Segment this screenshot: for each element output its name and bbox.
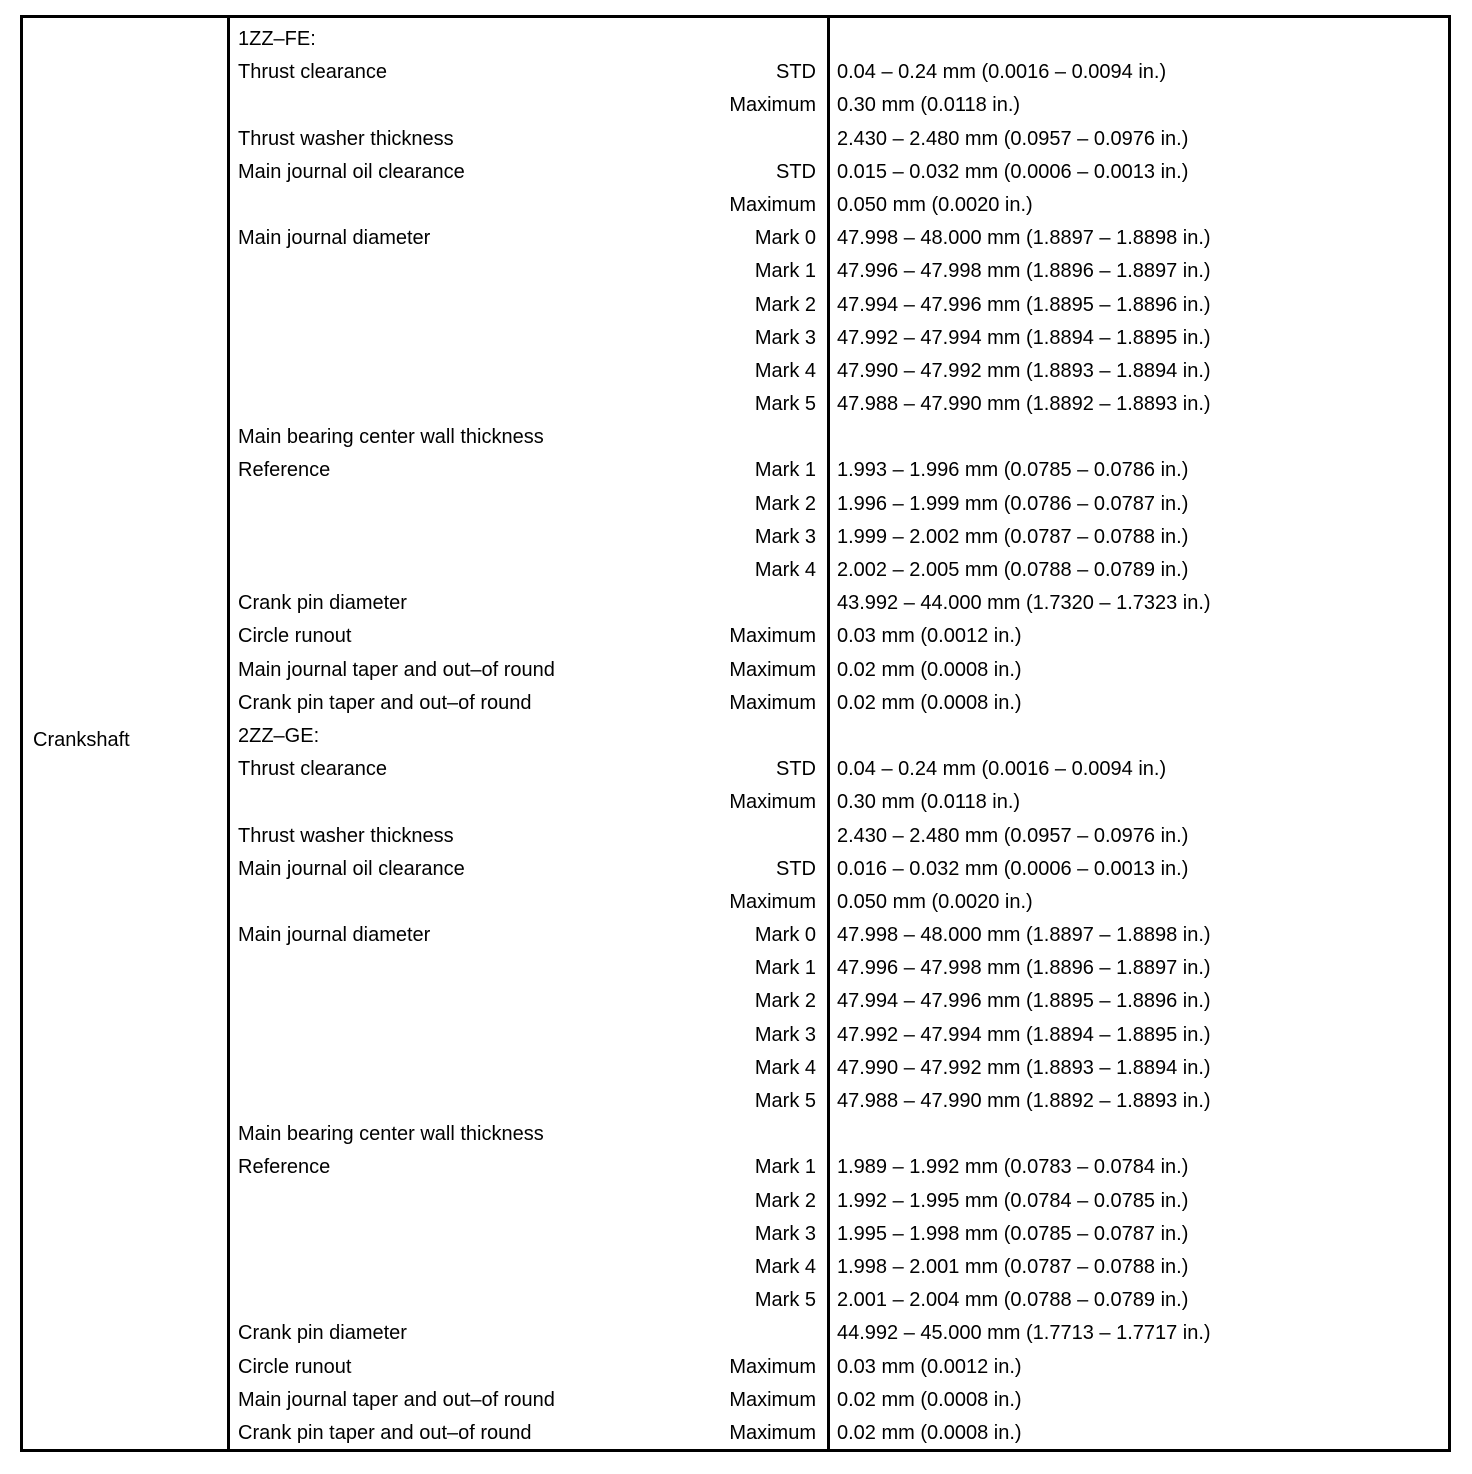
spec-row-item xyxy=(230,587,827,620)
spec-row-value xyxy=(830,322,1448,355)
spec-value: 47.988 – 47.990 mm (1.8892 – 1.8893 in.) xyxy=(837,393,1211,416)
spec-row-value xyxy=(830,123,1448,156)
spec-value: 47.994 – 47.996 mm (1.8895 – 1.8896 in.) xyxy=(837,293,1211,316)
spec-value: 2.430 – 2.480 mm (0.0957 – 0.0976 in.) xyxy=(837,127,1189,150)
spec-row-value xyxy=(830,56,1448,89)
condition-label: Mark 3 xyxy=(754,326,816,349)
spec-value: 47.998 – 48.000 mm (1.8897 – 1.8898 in.) xyxy=(837,227,1211,250)
condition-label: Mark 5 xyxy=(754,1090,816,1112)
spec-row-value xyxy=(830,1085,1448,1118)
condition-label: Mark 5 xyxy=(754,393,816,416)
condition-label: Mark 1 xyxy=(754,459,816,482)
item-label: Crank pin taper and out–of round xyxy=(238,1421,532,1444)
condition-label: STD xyxy=(776,61,816,84)
spec-row-item xyxy=(230,355,827,388)
spec-value: 47.996 – 47.998 mm (1.8896 – 1.8897 in.) xyxy=(837,957,1211,980)
item-label: Circle runout xyxy=(238,1355,352,1378)
spec-value: 1.995 – 1.998 mm (0.0785 – 0.0787 in.) xyxy=(837,1222,1189,1245)
spec-row-item xyxy=(230,189,827,222)
spec-row-item xyxy=(230,56,827,89)
spec-row-value xyxy=(830,1218,1448,1251)
condition-label: Maximum xyxy=(729,1388,816,1411)
item-label: Reference xyxy=(238,459,331,482)
spec-row-value xyxy=(830,753,1448,786)
spec-row-value xyxy=(830,1351,1448,1384)
spec-row-item xyxy=(230,1085,827,1118)
spec-row-value xyxy=(830,255,1448,288)
spec-row-value xyxy=(830,1185,1448,1218)
spec-value: 0.02 mm (0.0008 in.) xyxy=(837,658,1022,681)
spec-value: 47.988 – 47.990 mm (1.8892 – 1.8893 in.) xyxy=(837,1090,1211,1112)
condition-label: STD xyxy=(776,758,816,781)
component-column xyxy=(23,18,230,1449)
item-label: Crank pin diameter xyxy=(238,1322,407,1345)
spec-row-value xyxy=(830,156,1448,189)
condition-label: Mark 1 xyxy=(754,957,816,980)
spec-row-value xyxy=(830,853,1448,886)
spec-value: 0.02 mm (0.0008 in.) xyxy=(837,1421,1022,1444)
spec-row-item xyxy=(230,222,827,255)
condition-label: Mark 0 xyxy=(754,227,816,250)
spec-row-item xyxy=(230,1251,827,1284)
spec-row-item xyxy=(230,1417,827,1450)
spec-row-value xyxy=(830,1151,1448,1184)
spec-row-item xyxy=(230,23,827,56)
spec-value: 1.998 – 2.001 mm (0.0787 – 0.0788 in.) xyxy=(837,1255,1189,1278)
spec-row-item xyxy=(230,720,827,753)
spec-row-value xyxy=(830,1417,1448,1450)
spec-row-item xyxy=(230,687,827,720)
spec-row-value xyxy=(830,587,1448,620)
spec-value: 2.001 – 2.004 mm (0.0788 – 0.0789 in.) xyxy=(837,1289,1189,1312)
spec-row-value xyxy=(830,952,1448,985)
spec-value: 0.04 – 0.24 mm (0.0016 – 0.0094 in.) xyxy=(837,61,1167,84)
item-label: Main journal taper and out–of round xyxy=(238,658,555,681)
condition-label: Maximum xyxy=(729,193,816,216)
spec-row-value xyxy=(830,886,1448,919)
spec-row-value xyxy=(830,289,1448,322)
condition-label: Mark 5 xyxy=(754,1289,816,1312)
condition-label: Mark 4 xyxy=(754,559,816,581)
spec-value: 2.002 – 2.005 mm (0.0788 – 0.0789 in.) xyxy=(837,559,1189,581)
spec-row-item xyxy=(230,454,827,487)
condition-label: Maximum xyxy=(729,791,816,814)
spec-value: 47.992 – 47.994 mm (1.8894 – 1.8895 in.) xyxy=(837,326,1211,349)
value-column xyxy=(830,18,1448,1449)
condition-label: Mark 0 xyxy=(754,924,816,947)
spec-row-item xyxy=(230,156,827,189)
crankshaft-spec-table xyxy=(20,15,1451,1452)
condition-label: Mark 2 xyxy=(754,492,816,515)
condition-label: Mark 3 xyxy=(754,1222,816,1245)
spec-row-item xyxy=(230,620,827,653)
spec-value: 0.03 mm (0.0012 in.) xyxy=(837,625,1022,648)
spec-row-value xyxy=(830,388,1448,421)
spec-value: 2.430 – 2.480 mm (0.0957 – 0.0976 in.) xyxy=(837,824,1189,847)
spec-row-item xyxy=(230,89,827,122)
item-label: Main journal diameter xyxy=(238,924,431,947)
component-label: Crankshaft xyxy=(33,729,130,751)
spec-row-item xyxy=(230,985,827,1018)
spec-row-value xyxy=(830,189,1448,222)
spec-row-value xyxy=(830,687,1448,720)
spec-row-item xyxy=(230,521,827,554)
spec-row-value xyxy=(830,1118,1448,1151)
spec-row-item xyxy=(230,886,827,919)
spec-row-value xyxy=(830,1019,1448,1052)
spec-value: 1.993 – 1.996 mm (0.0785 – 0.0786 in.) xyxy=(837,459,1189,482)
spec-row-value xyxy=(830,488,1448,521)
spec-row-item xyxy=(230,1384,827,1417)
item-label: Thrust clearance xyxy=(238,758,387,781)
item-label: Circle runout xyxy=(238,625,352,648)
spec-value: 47.990 – 47.992 mm (1.8893 – 1.8894 in.) xyxy=(837,359,1211,382)
spec-row-value xyxy=(830,919,1448,952)
spec-row-value xyxy=(830,1284,1448,1317)
spec-value: 47.992 – 47.994 mm (1.8894 – 1.8895 in.) xyxy=(837,1023,1211,1046)
spec-row-item xyxy=(230,1284,827,1317)
condition-label: Maximum xyxy=(729,691,816,714)
spec-row-value xyxy=(830,1052,1448,1085)
spec-row-item xyxy=(230,1317,827,1350)
spec-value: 0.02 mm (0.0008 in.) xyxy=(837,1388,1022,1411)
spec-value: 47.994 – 47.996 mm (1.8895 – 1.8896 in.) xyxy=(837,990,1211,1013)
condition-label: Maximum xyxy=(729,658,816,681)
spec-row-item xyxy=(230,1019,827,1052)
spec-row-item xyxy=(230,322,827,355)
spec-row-item xyxy=(230,952,827,985)
spec-row-item xyxy=(230,919,827,952)
spec-row-item xyxy=(230,1218,827,1251)
spec-row-value xyxy=(830,985,1448,1018)
spec-value: 1.999 – 2.002 mm (0.0787 – 0.0788 in.) xyxy=(837,525,1189,548)
condition-label: Maximum xyxy=(729,94,816,117)
spec-value: 0.30 mm (0.0118 in.) xyxy=(837,94,1021,117)
condition-label: Maximum xyxy=(729,1355,816,1378)
spec-row-value xyxy=(830,222,1448,255)
spec-value: 44.992 – 45.000 mm (1.7713 – 1.7717 in.) xyxy=(837,1322,1211,1345)
item-column xyxy=(230,18,830,1449)
spec-row-item xyxy=(230,1118,827,1151)
spec-row-value xyxy=(830,89,1448,122)
spec-row-item xyxy=(230,1151,827,1184)
spec-row-item xyxy=(230,786,827,819)
condition-label: Mark 3 xyxy=(754,1023,816,1046)
spec-row-value xyxy=(830,554,1448,587)
condition-label: STD xyxy=(776,857,816,880)
item-label: Main bearing center wall thickness xyxy=(238,426,544,449)
item-label: Thrust washer thickness xyxy=(238,127,454,150)
item-label: 2ZZ–GE: xyxy=(238,724,320,747)
spec-row-value xyxy=(830,1251,1448,1284)
item-label: Thrust clearance xyxy=(238,61,387,84)
condition-label: Maximum xyxy=(729,625,816,648)
spec-row-value xyxy=(830,1317,1448,1350)
spec-value: 0.016 – 0.032 mm (0.0006 – 0.0013 in.) xyxy=(837,857,1189,880)
item-label: Crank pin taper and out–of round xyxy=(238,691,532,714)
item-label: Main journal oil clearance xyxy=(238,857,465,880)
item-label: Reference xyxy=(238,1156,331,1179)
spec-value: 47.990 – 47.992 mm (1.8893 – 1.8894 in.) xyxy=(837,1056,1211,1079)
condition-label: Mark 4 xyxy=(754,1056,816,1079)
spec-value: 0.015 – 0.032 mm (0.0006 – 0.0013 in.) xyxy=(837,160,1189,183)
spec-value: 0.050 mm (0.0020 in.) xyxy=(837,193,1033,216)
spec-row-value xyxy=(830,355,1448,388)
spec-row-item xyxy=(230,853,827,886)
spec-value: 47.996 – 47.998 mm (1.8896 – 1.8897 in.) xyxy=(837,260,1211,283)
condition-label: Mark 4 xyxy=(754,359,816,382)
item-label: Thrust washer thickness xyxy=(238,824,454,847)
spec-row-value xyxy=(830,421,1448,454)
spec-row-value xyxy=(830,720,1448,753)
spec-row-item xyxy=(230,1351,827,1384)
spec-row-item xyxy=(230,753,827,786)
condition-label: Mark 2 xyxy=(754,1189,816,1212)
spec-row-value xyxy=(830,1384,1448,1417)
spec-row-value xyxy=(830,620,1448,653)
spec-value: 0.30 mm (0.0118 in.) xyxy=(837,791,1021,814)
value-rows xyxy=(830,23,1448,1450)
spec-row-item xyxy=(230,488,827,521)
spec-value: 0.050 mm (0.0020 in.) xyxy=(837,890,1033,913)
condition-label: Mark 2 xyxy=(754,293,816,316)
item-label: Main journal diameter xyxy=(238,227,431,250)
spec-row-item xyxy=(230,255,827,288)
condition-label: Mark 3 xyxy=(754,525,816,548)
spec-row-value xyxy=(830,820,1448,853)
spec-row-item xyxy=(230,1185,827,1218)
spec-value: 43.992 – 44.000 mm (1.7320 – 1.7323 in.) xyxy=(837,592,1211,615)
item-rows xyxy=(230,23,827,1450)
item-label: Main bearing center wall thickness xyxy=(238,1123,544,1146)
spec-row-item xyxy=(230,554,827,587)
spec-row-value xyxy=(830,23,1448,56)
condition-label: Mark 1 xyxy=(754,1156,816,1179)
item-label: Main journal taper and out–of round xyxy=(238,1388,555,1411)
spec-row-item xyxy=(230,289,827,322)
condition-label: Mark 1 xyxy=(754,260,816,283)
spec-row-item xyxy=(230,1052,827,1085)
spec-value: 0.02 mm (0.0008 in.) xyxy=(837,691,1022,714)
item-label: Crank pin diameter xyxy=(238,592,407,615)
spec-row-value xyxy=(830,521,1448,554)
item-label: Main journal oil clearance xyxy=(238,160,465,183)
condition-label: Mark 2 xyxy=(754,990,816,1013)
spec-row-value xyxy=(830,454,1448,487)
spec-row-item xyxy=(230,421,827,454)
spec-row-value xyxy=(830,786,1448,819)
spec-value: 0.03 mm (0.0012 in.) xyxy=(837,1355,1022,1378)
condition-label: Maximum xyxy=(729,1421,816,1444)
spec-row-item xyxy=(230,388,827,421)
spec-value: 0.04 – 0.24 mm (0.0016 – 0.0094 in.) xyxy=(837,758,1167,781)
spec-row-item xyxy=(230,123,827,156)
spec-value: 47.998 – 48.000 mm (1.8897 – 1.8898 in.) xyxy=(837,924,1211,947)
condition-label: Mark 4 xyxy=(754,1255,816,1278)
spec-value: 1.989 – 1.992 mm (0.0783 – 0.0784 in.) xyxy=(837,1156,1189,1179)
item-label: 1ZZ–FE: xyxy=(238,28,316,50)
spec-value: 1.992 – 1.995 mm (0.0784 – 0.0785 in.) xyxy=(837,1189,1189,1212)
spec-row-item xyxy=(230,820,827,853)
condition-label: Maximum xyxy=(729,890,816,913)
spec-value: 1.996 – 1.999 mm (0.0786 – 0.0787 in.) xyxy=(837,492,1189,515)
spec-row-value xyxy=(830,654,1448,687)
spec-row-item xyxy=(230,654,827,687)
condition-label: STD xyxy=(776,160,816,183)
